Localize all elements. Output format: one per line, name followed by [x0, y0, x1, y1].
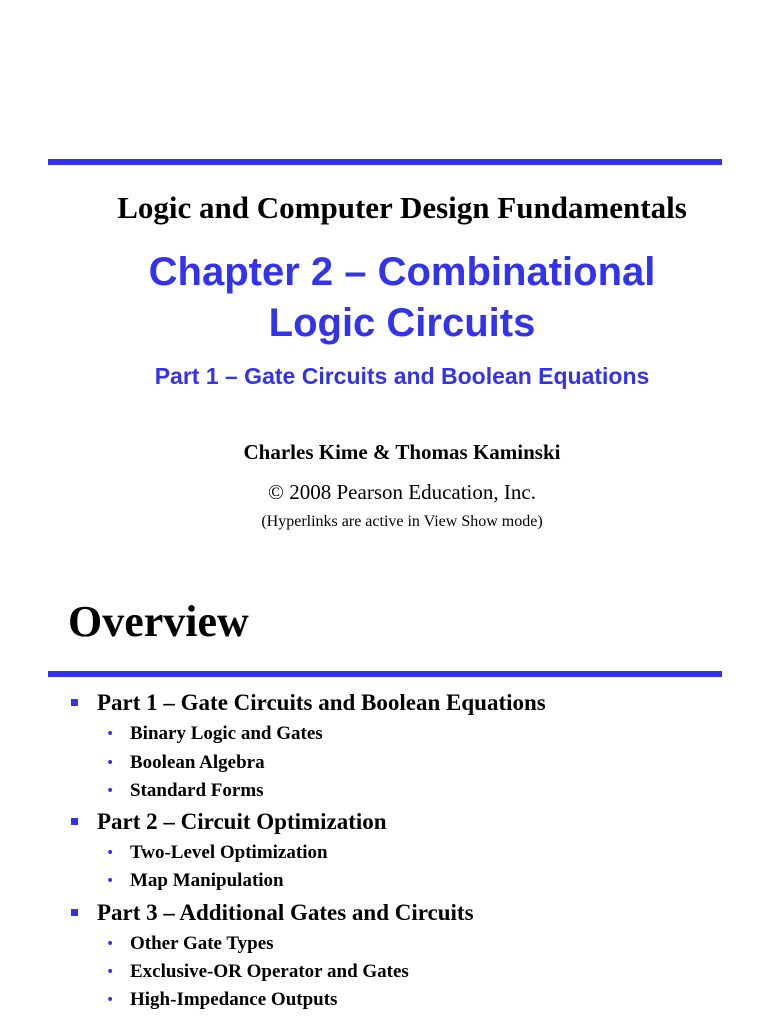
outline-item-two-level-optimization[interactable]: • Two-Level Optimization — [130, 842, 328, 864]
overview-title: Overview — [68, 597, 249, 646]
hyperlink-note: (Hyperlinks are active in View Show mode) — [261, 513, 543, 530]
outline-part-2[interactable]: Part 2 – Circuit Optimization — [97, 809, 387, 834]
outline-item-standard-forms[interactable]: • Standard Forms — [130, 780, 264, 802]
outline-item-boolean-algebra[interactable]: • Boolean Algebra — [130, 752, 265, 774]
outline-item-binary-logic[interactable]: • Binary Logic and Gates — [130, 723, 323, 745]
outline-part-3[interactable]: Part 3 – Additional Gates and Circuits — [97, 900, 474, 925]
authors: Charles Kime & Thomas Kaminski — [243, 440, 561, 464]
outline-item-other-gate-types[interactable]: • Other Gate Types — [130, 933, 274, 955]
outline-item-high-impedance[interactable]: • High-Impedance Outputs — [130, 989, 337, 1011]
course-title: Logic and Computer Design Fundamentals — [117, 190, 687, 225]
chapter-title-line-1: Chapter 2 – Combinational — [148, 250, 656, 294]
chapter-title-line-2: Logic Circuits — [268, 301, 536, 345]
outline-item-exclusive-or[interactable]: • Exclusive-OR Operator and Gates — [130, 961, 409, 983]
outline-item-map-manipulation[interactable]: • Map Manipulation — [130, 870, 284, 892]
copyright: © 2008 Pearson Education, Inc. — [268, 480, 536, 504]
part-subtitle: Part 1 – Gate Circuits and Boolean Equations — [154, 363, 650, 389]
outline-part-1[interactable]: Part 1 – Gate Circuits and Boolean Equations — [97, 690, 546, 715]
